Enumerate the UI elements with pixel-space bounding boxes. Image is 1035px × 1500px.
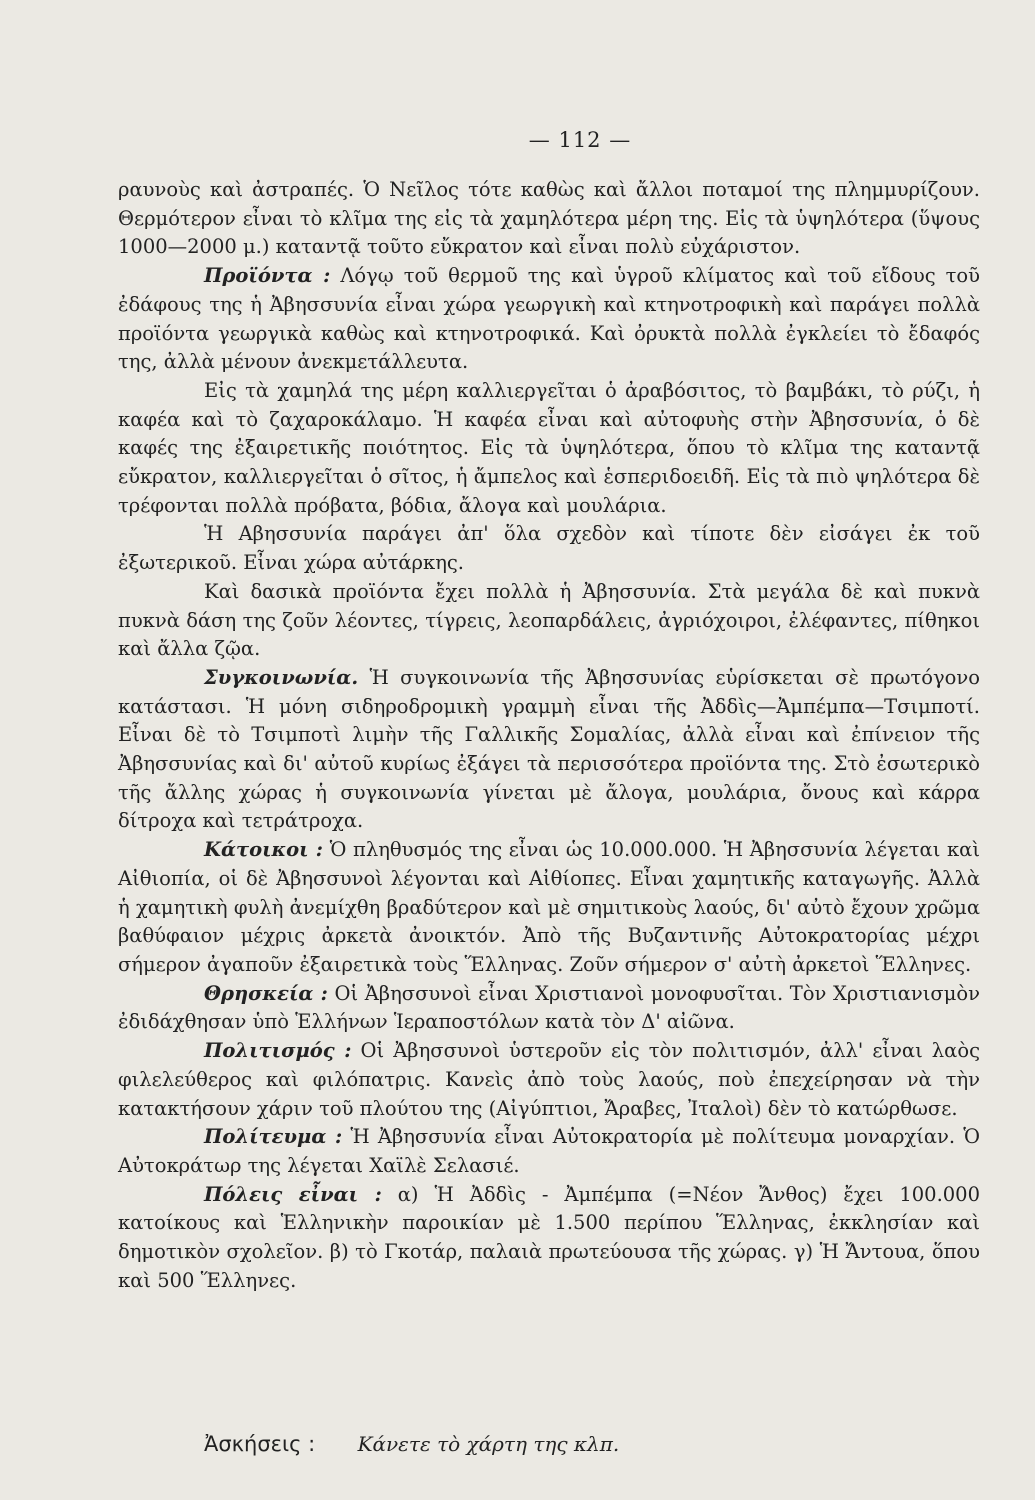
- page-number: — 112 —: [528, 128, 632, 152]
- paragraph-climate-end: [118, 176, 980, 262]
- exercises-task: Κάνετε τὸ χάρτη της κλπ.: [357, 1432, 620, 1456]
- paragraph-text: ραυνοὺς καὶ ἀστραπές. Ὁ Νεῖλος τότε καθὼς καὶ ἄλλοι ποταμοί της πλημμυρίζουν. Θερμότερον εἶναι τὸ κλῖμα της εἰς τὰ χαμηλότερα μέρη της. Εἰς τὰ ὑψηλότερα (ὕψους 1000—2000 μ.) καταντᾷ τοῦτο εὔκρατον καὶ εἶναι πολὺ εὐχάριστον.: [118, 178, 980, 259]
- paragraph-products: [118, 262, 980, 377]
- paragraph-text: Ἡ Αβησσυνία παράγει ἀπ' ὅλα σχεδὸν καὶ τίποτε δὲν εἰσάγει ἐκ τοῦ ἐξωτερικοῦ. Εἶναι χώρα αὐτάρκης.: [118, 522, 980, 575]
- section-heading: Πολιτισμός :: [204, 1039, 352, 1063]
- section-heading: Συγκοινωνία.: [204, 665, 359, 689]
- paragraph-text: Εἰς τὰ χαμηλά της μέρη καλλιεργεῖται ὁ ἀραβόσιτος, τὸ βαμβάκι, τὸ ρύζι, ἡ καφέα καὶ τὸ ζαχαροκάλαμο. Ἡ καφέα εἶναι καὶ αὐτοφυὴς στὴν Ἀβησσυνία, ὁ δὲ καφές της ἐξαιρετικῆς ποιότητος. Εἰς τὰ ὑψηλότερα, ὅπου τὸ κλῖμα της καταντᾷ εὔκρατον, καλλιεργεῖται ὁ σῖτος, ἡ ἄμπελος καὶ ἑσπεριδοειδῆ. Εἰς τὰ πιὸ ψηλότερα δὲ τρέφονται πολλὰ πρόβατα, βόδια, ἄλογα καὶ μουλάρια.: [118, 378, 980, 517]
- paragraph-text: Ἡ συγκοινωνία τῆς Ἀβησσυνίας εὑρίσκεται σὲ πρωτόγονο κατάστασι. Ἡ μόνη σιδηροδρομικὴ γραμμὴ εἶναι τῆς Ἀδδὶς—Ἀμπέμπα—Τσιμποτί. Εἶναι δὲ τὸ Τσιμποτὶ λιμὴν τῆς Γαλλικῆς Σομαλίας, ἀλλὰ εἶναι καὶ ἐπίνειον τῆς Ἀβησσυνίας καὶ δι' αὐτοῦ κυρίως ἐξάγει τὰ περισσότερα προϊόντα της. Στὸ ἐσωτερικὸ τῆς ἄλλης χώρας ἡ συγκοινωνία γίνεται μὲ ἄλογα, μουλάρια, ὄνους καὶ κάρρα δίτροχα καὶ τετράτροχα.: [118, 665, 980, 833]
- paragraph-forests: [118, 578, 980, 664]
- paragraph-government: [118, 1123, 980, 1180]
- section-heading: Πόλεις εἶναι :: [204, 1182, 382, 1206]
- paragraph-text: Οἱ Ἀβησσυνοὶ εἶναι Χριστιανοὶ μονοφυσῖται. Τὸν Χριστιανισμὸν ἐδιδάχθησαν ὑπὸ Ἑλλήνων Ἱεραποστόλων κατὰ τὸν Δ' αἰῶνα.: [118, 981, 980, 1034]
- paragraph-text: Οἱ Ἀβησσυνοὶ ὑστεροῦν εἰς τὸν πολιτισμόν, ἀλλ' εἶναι λαὸς φιλελεύθερος καὶ φιλόπατρις. Κανεὶς ἀπὸ τοὺς λαούς, ποὺ ἐπεχείρησαν νὰ τὴν κατακτήσουν χάριν τοῦ πλούτου της (Αἰγύπτιοι, Ἄραβες, Ἰταλοὶ) δὲν τὸ κατώρθωσε.: [118, 1039, 980, 1120]
- exercises-label: Ἀσκήσεις :: [204, 1432, 316, 1456]
- paragraph-transport: [118, 664, 980, 836]
- paragraph-text: Ὁ πληθυσμός της εἶναι ὡς 10.000.000. Ἡ Ἀβησσυνία λέγεται καὶ Αἰθιοπία, οἱ δὲ Ἀβησσυνοὶ λέγονται καὶ Αἰθίοπες. Εἶναι χαμητικῆς καταγωγῆς. Ἀλλὰ ἡ χαμητικὴ φυλὴ ἀνεμίχθη βραδύτερον καὶ μὲ σημιτικοὺς λαούς, δι' αὐτὸ ἔχουν χρῶμα βαθύφαιον μέχρις ἀρκετὰ ἀνοικτόν. Ἀπὸ τῆς Βυζαντινῆς Αὐτοκρατορίας μέχρι σήμερον ἀγαποῦν ἐξαιρετικὰ τοὺς Ἕλληνας. Ζοῦν σήμερον σ' αὐτὴ ἀρκετοὶ Ἕλληνες.: [118, 838, 980, 976]
- exercises: [204, 1432, 964, 1456]
- paragraph-religion: [118, 980, 980, 1037]
- paragraph-crops: [118, 377, 980, 521]
- paragraph-cities: [118, 1181, 980, 1296]
- paragraph-text: Λόγῳ τοῦ θερμοῦ της καὶ ὑγροῦ κλίματος καὶ τοῦ εἴδους τοῦ ἐδάφους της ἡ Ἀβησσυνία εἶναι χώρα γεωργικὴ καὶ κτηνοτροφικὴ καὶ παράγει πολλὰ προϊόντα γεωργικὰ καθὼς καὶ κτηνοτροφικά. Καὶ ὀρυκτὰ πολλὰ ἐγκλείει τὸ ἔδαφός της, ἀλλὰ μένουν ἀνεκμετάλλευτα.: [118, 264, 981, 374]
- paragraph-civilization: [118, 1037, 980, 1123]
- section-heading: Πολίτευμα :: [204, 1125, 343, 1149]
- section-heading: Προϊόντα :: [204, 264, 331, 288]
- paragraph-text: Καὶ δασικὰ προϊόντα ἔχει πολλὰ ἡ Ἀβησσυνία. Στὰ μεγάλα δὲ καὶ πυκνὰ πυκνὰ δάση της ζοῦν λέοντες, τίγρεις, λεοπαρδάλεις, ἀγριόχοιροι, ἐλέφαντες, πίθηκοι καὶ ἄλλα ζῷα.: [118, 579, 980, 661]
- paragraph-text: Ἡ Ἀβησσυνία εἶναι Αὐτοκρατορία μὲ πολίτευμα μοναρχίαν. Ὁ Αὐτοκράτωρ της λέγεται Χαϊλὲ Σελασιέ.: [118, 1125, 980, 1177]
- page-body: [118, 176, 980, 1295]
- paragraph-self-sufficiency: [118, 520, 980, 577]
- section-heading: Θρησκεία :: [204, 981, 328, 1005]
- paragraph-text: α) Ἡ Ἀδδὶς - Ἀμπέμπα (=Νέον Ἄνθος) ἔχει 100.000 κατοίκους καὶ Ἑλληνικὴν παροικίαν μὲ 1.500 περίπου Ἕλληνας, ἐκκλησίαν καὶ δημοτικὸν σχολεῖον. β) τὸ Γκοτάρ, παλαιὰ πρωτεύουσα τῆς χώρας. γ) Ἡ Ἄντουα, ὅπου καὶ 500 Ἕλληνες.: [118, 1182, 980, 1292]
- paragraph-inhabitants: [118, 836, 980, 980]
- section-heading: Κάτοικοι :: [204, 838, 323, 862]
